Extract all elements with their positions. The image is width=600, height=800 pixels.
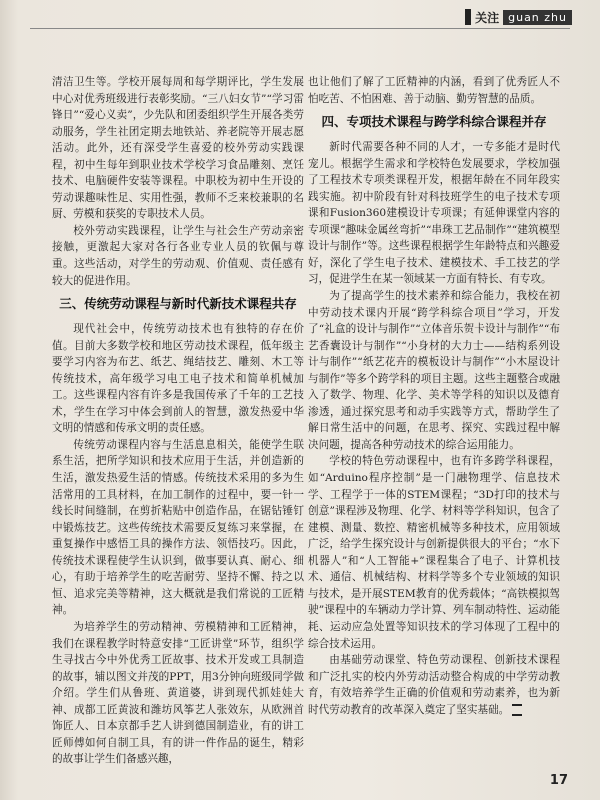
closing-paragraph bbox=[308, 652, 560, 718]
end-mark-icon bbox=[512, 704, 522, 716]
header-bar-mark bbox=[465, 9, 471, 25]
page-number: 17 bbox=[549, 773, 568, 788]
header-rule bbox=[30, 28, 570, 29]
paragraph-text: 由基础劳动课堂、特色劳动课程、创新技术课程和广泛扎实的校内外劳动活动整合构成的中学劳动教育，有效培养学生正确的价值观和劳动素养，也为新时代劳动教育的改革深入奠定了坚实基础。 bbox=[308, 654, 560, 716]
left-column bbox=[52, 74, 304, 768]
paragraph: 传统劳动课程内容与生活息息相关，能使学生联系生活，把所学知识和技术应用于生活，并创造新的生活，激发热爱生活的情感。传统技术采用的多为生活常用的工具材料，在加工制作的过程中，要一针一线长时间缝制，在剪折粘贴中创造作品，在锯钻锤钉中锻炼技艺。这些传统技术需要反复练习来掌握，在重复操作中感悟工具的操作方法、领悟技巧。因此，传统技术课程使学生认识到，做事要认真、耐心、细心，有助于培养学生的吃苦耐劳、坚持不懈、持之以恒、追求完美等精神，这大概就是我们常说的工匠精神。 bbox=[52, 438, 304, 617]
paragraph: 为培养学生的劳动精神、劳模精神和工匠精神，我们在课程教学时特意安排“工匠讲堂”环节，组织学生寻找古今中外优秀工匠故事、技术开发或工具制造的故事，辅以图文并茂的PPT，用3分钟向班级同学做介绍。学生们从鲁班、黄道婆，讲到现代抓娃娃大神、成都工匠黄波和潍坊风筝艺人张效东，从欧洲首饰匠人、日本京都手艺人讲到德国制造业，有的讲工匠师傅如何自制工具，有的讲一件作品的诞生，精彩的故事让学生们备感兴趣， bbox=[52, 620, 304, 766]
paragraph: 清洁卫生等。学校开展每周和每学期评比，学生发展中心对优秀班级进行表彰奖励。“三八妇女节”“学习雷锋日”“爱心义卖”，少先队和团委组织学生开展各类劳动服务，学生社团定期去地铁站、养老院等开展志愿活动。此外，还有深受学生喜爱的校外劳动实践课程，初中生每年到职业技术学校学习食品雕刻、烹饪技术、电脑硬件安装等课程。中职校为初中生开设的劳动课趣味性足、实用性强，教师不乏来校兼职的名厨、劳模和获奖的专职技术人员。 bbox=[52, 76, 304, 221]
section-heading-3: 三、传统劳动课程与新时代新技术课程共存 bbox=[59, 296, 297, 312]
page-header bbox=[465, 6, 572, 28]
section-pinyin: guan zhu bbox=[503, 10, 572, 25]
section-heading-4: 四、专项技术课程与跨学科综合课程并存 bbox=[321, 114, 547, 130]
paragraph: 现代社会中，传统劳动技术也有独特的存在价值。目前大多数学校和地区劳动技术课程，低年级主要学习内容为布艺、纸艺、绳结技艺、雕刻、木工等传统技术，高年级学习电工电子技术和简单机械加工。这些课程内容有许多是我国传承了千年的工艺技术，学生在学习中体会到前人的智慧，激发热爱中华文明的情感和传承文明的责任感。 bbox=[52, 323, 304, 435]
paragraph: 学校的特色劳动课程中，也有许多跨学科课程，如“Arduino程序控制”是一门融物理学、信息技术学、工程学于一体的STEM课程；“3D打印的技术与创意”课程涉及物理、化学、材料等学科知识，包含了建模、测量、数控、精密机械等多种技术，应用领域广泛，给学生探究设计与创新提供很大的平台；“水下机器人”和“人工智能+”课程集合了电子、计算机技术、通信、机械结构、材料学等多个专业领域的知识与技术，是开展STEM教育的优秀载体；“高铁模拟驾驶”课程中的车辆动力学计算、列车制动特性、运动能耗、运动应急处置等知识技术的学习体现了工程中的综合技术运用。 bbox=[308, 455, 560, 650]
section-title: 关注 bbox=[475, 10, 500, 25]
paragraph: 新时代需要各种不同的人才，一专多能才是时代宠儿。根据学生需求和学校特色发展要求，学校加强了工程技术专项类课程开发，根据年龄在不同年段实践实施。初中阶段有针对科技班学生的电子技术专项课和Fusion360建模设计专项课；有延伸课堂内容的专项课“趣味金属丝弯折”“串珠工艺品制作”“建筑模型设计与制作”等。这些课程根据学生年龄特点和兴趣爱好，深化了学生电子技术、建模技术、手工技艺的学习，促进学生在某一领域某一方面有特长、有专攻。 bbox=[308, 141, 560, 286]
paragraph: 也让他们了解了工匠精神的内涵，看到了优秀匠人不怕吃苦、不怕困难、善于动脑、勤劳智慧的品质。 bbox=[308, 76, 560, 105]
right-column bbox=[308, 74, 560, 718]
paragraph: 校外劳动实践课程，让学生与社会生产劳动亲密接触，更激起大家对各行各业专业人员的钦佩与尊重。这些活动，对学生的劳动观、价值观、责任感有较大的促进作用。 bbox=[52, 224, 304, 287]
paragraph: 为了提高学生的技术素养和综合能力，我校在初中劳动技术课内开展“跨学科综合项目”学习，开发了“礼盒的设计与制作”“立体音乐贺卡设计与制作”“布艺香囊设计与制作”“小身材的大力士——结构系列设计与制作”“纸艺花卉的模板设计与制作”“小木屋设计与制作”等多个跨学科的项目主题。这些主题整合或融入了数学、物理、化学、美术等学科的知识以及德育渗透，通过探究思考和动手实践等方式，帮助学生了解日常生活中的问题，在思考、探究、实践过程中解决问题，提高各种劳动技术的综合运用能力。 bbox=[308, 290, 560, 451]
